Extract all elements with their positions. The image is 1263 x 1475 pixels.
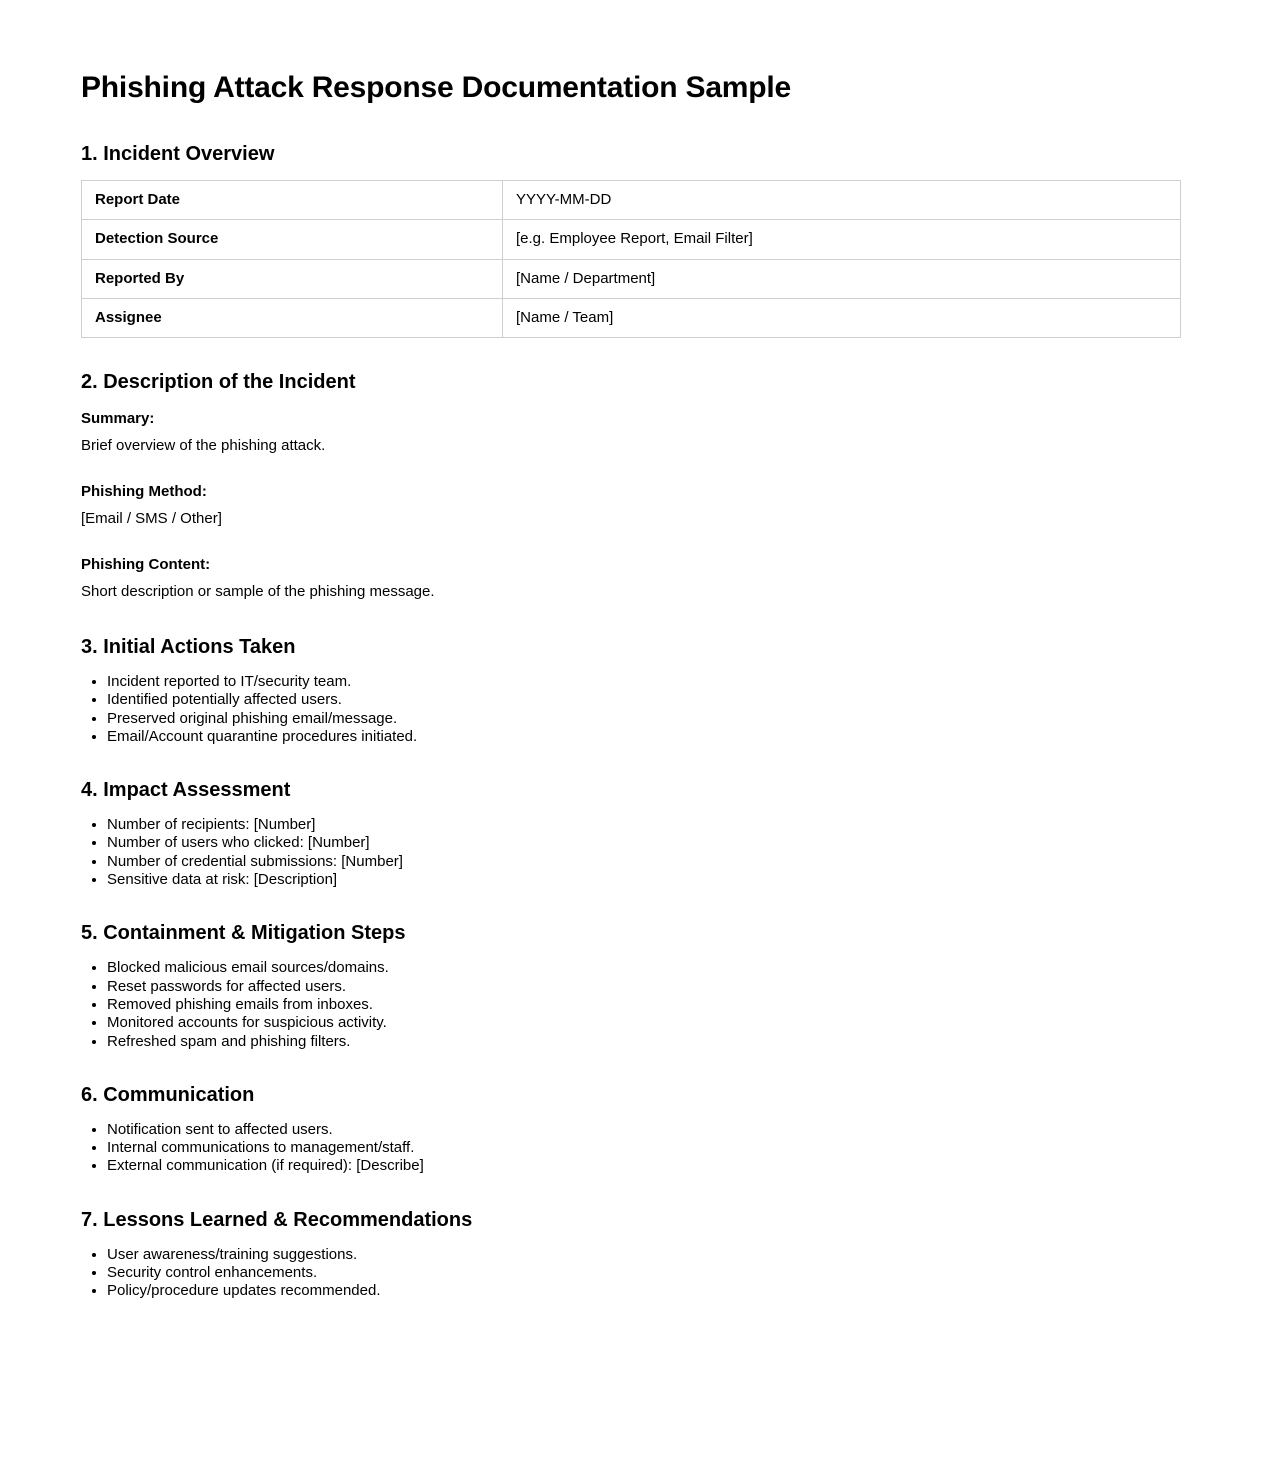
table-row [82,181,1181,220]
table-cell-label: Reported By [82,259,503,298]
impact-assessment-list [81,816,1183,889]
field-label-phishing-content: Phishing Content: [81,556,211,573]
list-item: • Security control enhancements. [107,1264,1183,1282]
list-item: • Incident reported to IT/security team. [107,673,1183,691]
list-item: • Sensitive data at risk: [Description] [107,871,1183,889]
table-row [82,220,1181,259]
description-fields [81,408,1183,603]
section-heading-lessons-learned: 7. Lessons Learned & Recommendations [81,1208,473,1231]
table-cell-value: [e.g. Employee Report, Email Filter] [503,220,1181,259]
field-label-summary: Summary: [81,410,155,427]
list-item: • Number of credential submissions: [Number] [107,853,1183,871]
list-item: • User awareness/training suggestions. [107,1246,1183,1264]
section-impact-assessment [81,778,1183,889]
communication-list [81,1121,1183,1176]
list-item: • Removed phishing emails from inboxes. [107,996,1183,1014]
table-row [82,298,1181,337]
section-description-of-incident [81,370,1183,603]
section-lessons-learned [81,1208,1183,1301]
page-title: Phishing Attack Response Documentation Sample [81,71,792,104]
section-heading-containment: 5. Containment & Mitigation Steps [81,922,406,945]
table-cell-value: [Name / Team] [503,298,1181,337]
section-heading-description: 2. Description of the Incident [81,371,356,393]
section-heading-incident-overview: 1. Incident Overview [81,143,275,165]
field-value-summary: Brief overview of the phishing attack. [81,436,326,454]
list-item: • Reset passwords for affected users. [107,978,1183,996]
list-item: • Notification sent to affected users. [107,1121,1183,1139]
list-item: • Policy/procedure updates recommended. [107,1282,1183,1300]
list-item: • Preserved original phishing email/message. [107,710,1183,728]
section-communication [81,1083,1183,1176]
list-item: • Monitored accounts for suspicious activity. [107,1014,1183,1032]
table-cell-value: YYYY-MM-DD [503,181,1181,220]
field-value-phishing-content: Short description or sample of the phishing message. [81,582,435,600]
containment-list [81,959,1183,1050]
table-cell-label: Assignee [82,298,503,337]
field-label-phishing-method: Phishing Method: [81,483,207,500]
list-item: • Refreshed spam and phishing filters. [107,1033,1183,1051]
list-item: • Number of users who clicked: [Number] [107,834,1183,852]
table-cell-label: Report Date [82,181,503,220]
section-heading-impact-assessment: 4. Impact Assessment [81,779,291,802]
field-summary [81,408,1183,457]
list-item: • Internal communications to management/staff. [107,1139,1183,1157]
section-heading-communication: 6. Communication [81,1083,255,1106]
list-item: • Number of recipients: [Number] [107,816,1183,834]
lessons-learned-list [81,1246,1183,1301]
incident-overview-table [81,180,1181,338]
section-containment-mitigation [81,921,1183,1050]
list-item: • Identified potentially affected users. [107,691,1183,709]
field-phishing-content [81,554,1183,603]
table-cell-value: [Name / Department] [503,259,1181,298]
section-heading-initial-actions: 3. Initial Actions Taken [81,636,296,658]
table-row [82,259,1181,298]
field-phishing-method [81,481,1183,530]
table-cell-label: Detection Source [82,220,503,259]
initial-actions-list [81,673,1183,746]
list-item: • External communication (if required): [Describe] [107,1157,1183,1175]
list-item: • Blocked malicious email sources/domains. [107,959,1183,977]
list-item: • Email/Account quarantine procedures initiated. [107,728,1183,746]
section-incident-overview [81,142,1183,338]
section-initial-actions-taken [81,635,1183,746]
field-value-phishing-method: [Email / SMS / Other] [81,509,222,527]
